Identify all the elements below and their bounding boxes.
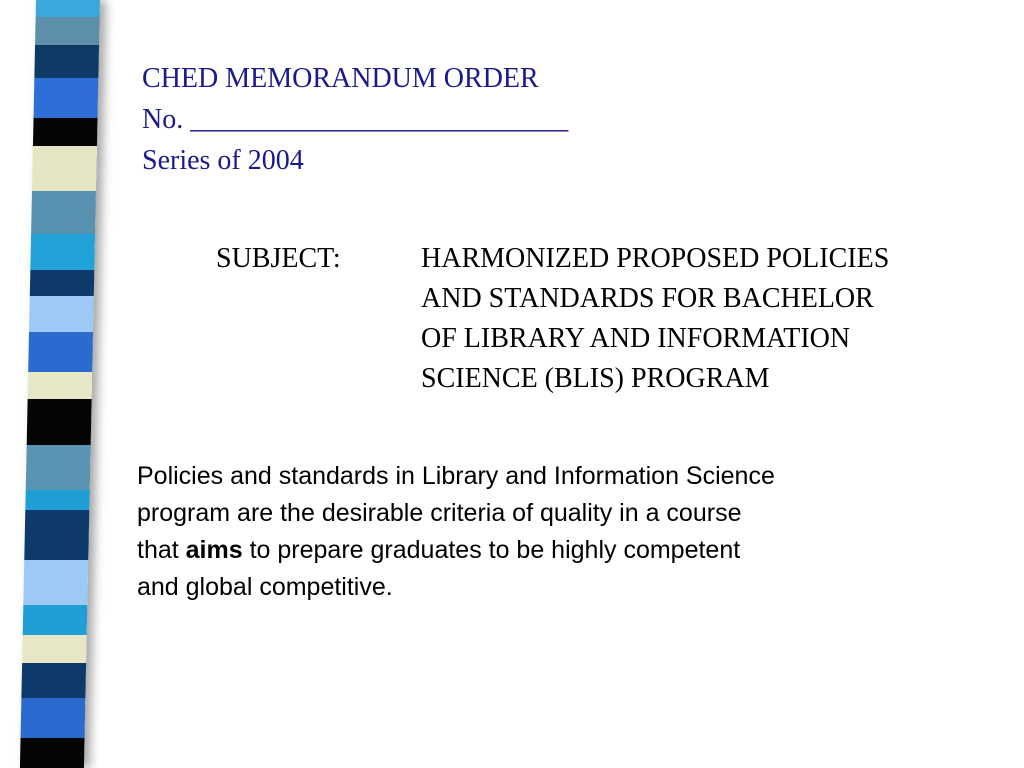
stripe-band bbox=[22, 635, 87, 663]
stripe-band bbox=[29, 296, 94, 332]
decorative-stripe-bar bbox=[20, 0, 100, 768]
stripe-band bbox=[34, 78, 99, 118]
stripe-band bbox=[20, 738, 85, 768]
stripe-band bbox=[26, 445, 91, 490]
body-line: program are the desirable criteria of quality in a course bbox=[137, 499, 742, 527]
memo-number: No. ___________________________ bbox=[142, 104, 569, 135]
body-line bbox=[137, 532, 977, 569]
stripe-band bbox=[36, 0, 100, 17]
stripe-band bbox=[21, 663, 86, 698]
stripe-band bbox=[31, 191, 96, 234]
memo-header bbox=[142, 58, 568, 181]
memo-title: CHED MEMORANDUM ORDER bbox=[142, 63, 539, 94]
stripe-band bbox=[30, 234, 95, 270]
stripe-band bbox=[34, 45, 99, 78]
stripe-band bbox=[30, 270, 95, 296]
stripe-band bbox=[28, 332, 93, 372]
memo-series: Series of 2004 bbox=[142, 145, 304, 176]
subject-line: SCIENCE (BLIS) PROGRAM bbox=[421, 363, 770, 394]
stripe-band bbox=[35, 17, 100, 45]
subject-label: SUBJECT: bbox=[216, 243, 341, 274]
subject-line: OF LIBRARY AND INFORMATION bbox=[421, 323, 851, 354]
subject-line: AND STANDARDS FOR BACHELOR bbox=[421, 283, 874, 314]
stripe-band bbox=[23, 605, 88, 635]
stripe-band bbox=[32, 146, 97, 191]
subject-line: HARMONIZED PROPOSED POLICIES bbox=[421, 243, 890, 274]
stripe-band bbox=[33, 118, 98, 146]
stripe-band bbox=[28, 372, 93, 399]
stripe-band bbox=[25, 490, 89, 510]
body-text-segment: that bbox=[137, 536, 186, 564]
stripe-band bbox=[23, 560, 88, 605]
body-text-segment: to prepare graduates to be highly competent bbox=[242, 536, 741, 564]
subject-text bbox=[421, 239, 1021, 399]
stripe-band bbox=[24, 510, 89, 560]
body-line: Policies and standards in Library and Information Science bbox=[137, 462, 775, 490]
body-line: and global competitive. bbox=[137, 573, 393, 601]
stripe-band bbox=[21, 698, 86, 738]
emphasis-aims: aims bbox=[185, 536, 243, 564]
body-paragraph bbox=[137, 458, 977, 606]
stripe-band bbox=[27, 399, 92, 445]
